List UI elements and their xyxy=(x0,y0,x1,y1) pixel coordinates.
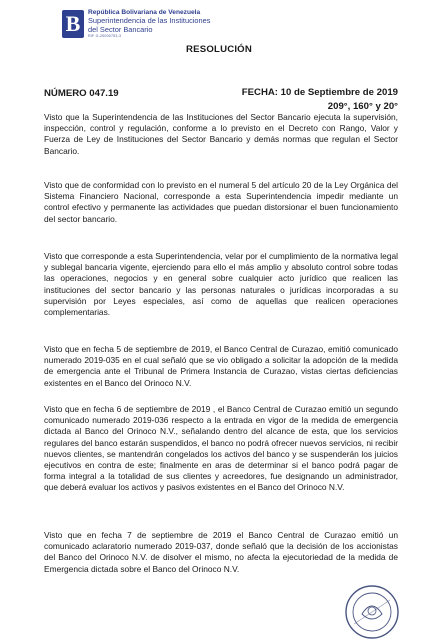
header-line-1: República Bolivariana de Venezuela xyxy=(88,9,201,16)
institution-header xyxy=(88,9,288,39)
paragraph-4: Visto que en fecha 5 de septiembre de 2019, el Banco Central de Curazao, emitió comunicado numerado 2019-035 en el cual señaló que se vio obligado a solicitar la adopción de la medida de emergencia ante el Tribunal de Primera Instancia de Curazao, vistas ciertas deficiencias existentes en el Banco del Orinoco N.V. xyxy=(44,344,398,388)
paragraph-5: Visto que en fecha 6 de septiembre de 2019 , el Banco Central de Curazao emitió un segundo comunicado numerado 2019-036 respecto a la entrada en vigor de la medida de emergencia dictada al Banco del Orinoco N.V., señalando dentro del alcance de esta, que los servicios regulares del banco estarán suspendidos, el banco no podrá ofrecer nuevos servicios, ni recibir nuevos clientes, se mantendrán congelados los activos del banco y se suspenderán los juicios ejecutivos en contra de este; finalmente en aras de determinar si el banco podrá pagar de forma integral a la totalidad de sus clientes y acreedores, fue designando un administrador, que deberá evaluar los activos y pasivos existentes en el Banco del Orinoco N.V. xyxy=(44,404,398,493)
date-years: 209°, 160° y 20° xyxy=(327,101,398,112)
paragraph-1: Visto que la Superintendencia de las Instituciones del Sector Bancario ejecuta la supervisión, inspección, control y regulación, conforme a lo previsto en el Decreto con Rango, Valor y Fuerza de Ley de Instituciones del Sector Bancario y demás normas que regulan el Sector Bancario. xyxy=(44,112,398,156)
header-line-2: Superintendencia de las Instituciones xyxy=(88,16,211,25)
sudeban-logo xyxy=(62,10,84,38)
header-line-3: del Sector Bancario xyxy=(88,24,153,34)
resolution-date xyxy=(242,86,398,114)
document-title: RESOLUCIÓN xyxy=(186,44,252,55)
resolution-number: NÚMERO 047.19 xyxy=(44,88,119,99)
official-seal-stamp xyxy=(344,584,400,640)
date-line: FECHA: 10 de Septiembre de 2019 xyxy=(241,87,398,98)
paragraph-2: Visto que de conformidad con lo previsto en el numeral 5 del artículo 20 de la Ley Orgánica del Sistema Financiero Nacional, corresponde a esta Superintendencia impedir mediante un control efectivo y permanente las actividades que puedan distorsionar el buen funcionamiento del sector bancario. xyxy=(44,180,398,224)
logo-letter: B xyxy=(65,11,81,36)
paragraph-6: Visto que en fecha 7 de septiembre de 2019 el Banco Central de Curazao emitió un comunicado aclaratorio numerado 2019-037, donde señaló que la decisión de los accionistas del Banco del Orinoco N.V. de disolver el mismo, no afecta la ejecutoriedad de la medida de Emergencia dictada sobre el Banco del Orinoco N.V. xyxy=(44,530,398,574)
header-rif: RIF G-20000753-3 xyxy=(88,34,122,39)
paragraph-3: Visto que corresponde a esta Superintendencia, velar por el cumplimiento de la normativa legal y sublegal bancaria vigente, ejerciendo para ello el más amplio y absoluto control sobre todas las operaciones, negocios y en general sobre cualquier acto jurídico que realicen las instituciones del sector bancario y las personas naturales o jurídicas incorporadas a su supervisión por Leyes especiales, así como de aquellas que realicen operaciones complementarias. xyxy=(44,251,398,318)
